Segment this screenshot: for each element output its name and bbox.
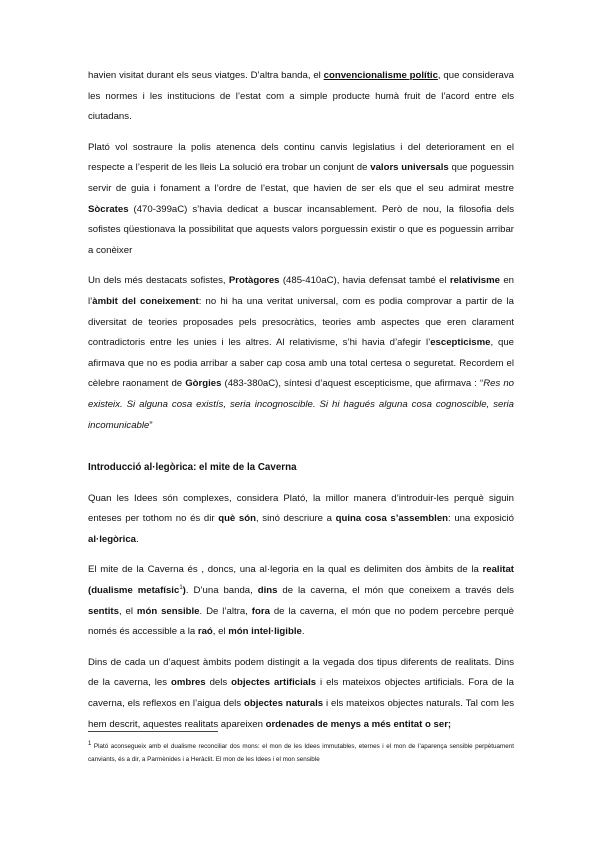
bold-term: fora: [251, 605, 270, 617]
footnote: [88, 740, 514, 766]
text-run: havien visitat durant els seus viatges. D’altra banda, el: [88, 70, 324, 81]
text-run: Un dels més destacats sofistes,: [88, 275, 229, 287]
section-heading: Introducció al·legòrica: el mite de la Caverna: [88, 462, 297, 473]
text-run: . De l’altra,: [199, 605, 252, 617]
bold-term: relativisme: [449, 275, 500, 287]
bold-term: raó: [197, 626, 213, 638]
footnote-text: Plató aconsegueix amb el dualisme reconciliar dos mons: el mon de les Idees immutables, eternes i el mon de l’aparença sensible perpètuament canviants, és a dir, a Parmènides i a Heràclit. El mon de les Idees i el mon sensible: [88, 743, 514, 763]
bold-term: convencionalisme polític: [323, 70, 438, 81]
bold-term: què són: [218, 513, 256, 525]
text-run: , que considerava les normes i les institucions de l’estat com a simple producte humà fruit de l’acord entre els ciutadans.: [88, 70, 514, 123]
paragraph: [88, 66, 514, 128]
text-run: (485-410aC), havia defensat també el: [279, 275, 450, 287]
text-run: Plató vol sostraure la polis atenenca dels continu canvis legislatius i del deteriorament en el respecte a l’esperit de les lleis La solució era trobar un conjunt de: [88, 141, 514, 174]
body-text-lower: [88, 458, 514, 745]
text-run: ”: [149, 419, 153, 431]
paragraph: [88, 653, 514, 735]
text-run: de la caverna, el món que no podem percebre perquè només és accessible a la: [88, 605, 514, 638]
footnote-ref: 1: [179, 584, 183, 591]
bold-term: món intel·ligible: [228, 626, 302, 638]
text-run: .: [136, 533, 139, 545]
text-run: que poguessin servir de guia i fonament a l’ordre de l’estat, que havien de ser els que el seu admirat mestre: [88, 162, 515, 194]
bold-term: ordenades de menys a més entitat o ser;: [265, 718, 452, 730]
paragraph: [88, 271, 514, 436]
text-run: , sinó descriure a: [255, 513, 336, 525]
text-run: Dins de cada un d’aquest àmbits podem distingit a la vegada dos tipus diferents de realitats. Dins de la caverna, les: [88, 656, 514, 689]
bold-term: al·legòrica: [88, 533, 136, 545]
text-run: , que afirmava que no es podia arribar a saber cap cosa amb una total certesa o seguretat. Recordem el cèlebre raonament de: [88, 337, 514, 390]
text-run: i els mateixos objectes naturals. Tal com les hem descrit, aquestes realitats apareixen: [88, 697, 514, 730]
bold-term: quina cosa s’assemblen: [335, 513, 449, 525]
bold-term: món sensible: [136, 605, 200, 617]
text-run: : una exposició: [448, 513, 515, 525]
bold-term: sentits: [88, 605, 119, 617]
text-run: El mite de la Caverna és , doncs, una al·legoria en la qual es delimiten dos àmbits de la: [88, 564, 483, 576]
text-run: . D’una banda,: [185, 584, 258, 596]
footnote-marker: 1: [88, 740, 92, 747]
text-run: , el: [118, 605, 137, 617]
text-run: : no hi ha una veritat universal, com es podia comprovar a partir de la diversitat de teories proposades pels presocràtics, teories amb aspectes que eren clarament contradictoris entre les unies i les altres. Al relativisme, s’hi havia d’afegir l’: [88, 295, 514, 349]
bold-term: escepticisme: [430, 337, 491, 349]
text-run: .: [301, 626, 305, 638]
bold-term: valors universals: [370, 162, 449, 174]
bold-term: dins: [257, 584, 278, 596]
body-text-upper: [88, 66, 514, 446]
bold-term: ): [182, 584, 186, 596]
bold-term: àmbit del coneixement: [92, 295, 199, 307]
text-run: Quan les Idees són complexes, considera Plató, la millor manera d’introduir-les perquè siguin enteses per tothom no és dir: [88, 492, 514, 525]
footnote-separator: [88, 731, 218, 732]
bold-term: ombres: [170, 677, 206, 689]
text-run: Res no existeix. Si alguna cosa existís, seria incognoscible. Si hi hagués alguna cosa cognoscible, seria incomunicable: [88, 378, 515, 431]
bold-term: objectes naturals: [243, 697, 324, 709]
bold-term: objectes artificials: [231, 677, 317, 689]
bold-term: Sòcrates: [88, 203, 129, 215]
paragraph: [88, 560, 514, 642]
text-run: i els mateixos objectes artificials. Fora de la caverna, els reflexos en l’aigua dels: [88, 677, 514, 709]
text-run: dels: [205, 677, 232, 689]
paragraph: [88, 489, 514, 551]
paragraph: [88, 138, 514, 262]
text-run: en l’: [88, 275, 514, 307]
bold-term: realitat (dualisme metafísic: [88, 564, 514, 596]
bold-term: Gòrgies: [185, 378, 222, 390]
text-run: , el: [212, 626, 229, 638]
bold-term: Protàgores: [228, 275, 280, 287]
text-run: (470-399aC) s’havia dedicat a buscar incansablement. Però de nou, la filosofia dels sofistes qüestionava la possibilitat que aquests valors porguessin existir o que es poguessin arribar a conèixer: [88, 203, 514, 256]
text-run: de la caverna, el món que coneixem a través dels: [277, 584, 514, 596]
text-run: (483-380aC), síntesi d’aquest escepticisme, que afirmava : “: [221, 378, 484, 390]
